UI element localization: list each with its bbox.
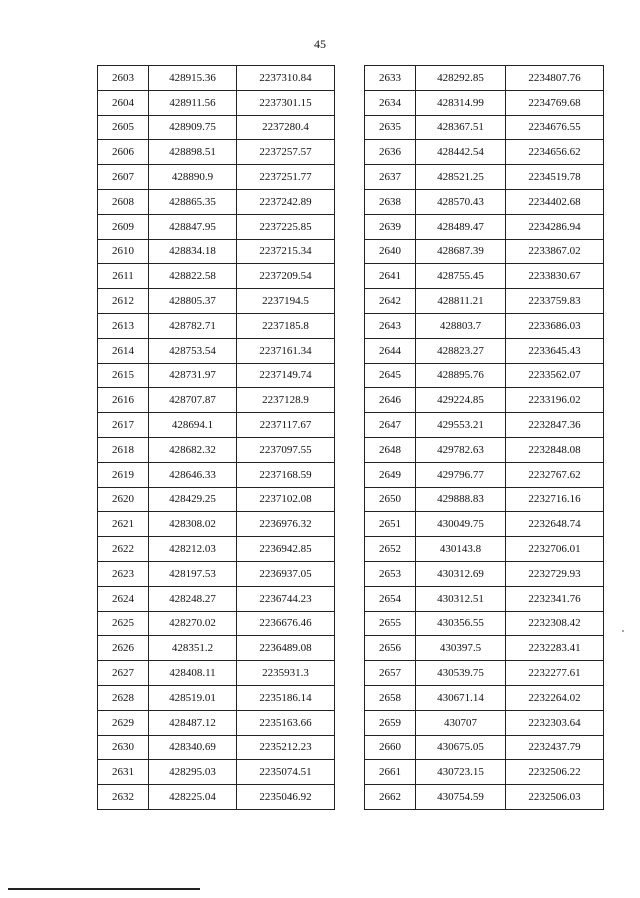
- point-number-cell: 2641: [365, 264, 416, 289]
- x-coordinate-cell: 429224.85: [416, 388, 506, 413]
- table-row: [365, 239, 604, 264]
- y-coordinate-cell: 2232264.02: [506, 685, 604, 710]
- table-row: [98, 661, 335, 686]
- point-number-cell: 2631: [98, 760, 149, 785]
- y-coordinate-cell: 2234769.68: [506, 90, 604, 115]
- point-number-cell: 2614: [98, 338, 149, 363]
- x-coordinate-cell: 428270.02: [149, 611, 237, 636]
- point-number-cell: 2609: [98, 214, 149, 239]
- y-coordinate-cell: 2232648.74: [506, 512, 604, 537]
- y-coordinate-cell: 2233562.07: [506, 363, 604, 388]
- y-coordinate-cell: 2232506.03: [506, 785, 604, 810]
- table-row: [98, 239, 335, 264]
- point-number-cell: 2628: [98, 685, 149, 710]
- x-coordinate-cell: 428212.03: [149, 537, 237, 562]
- x-coordinate-cell: 428340.69: [149, 735, 237, 760]
- point-number-cell: 2630: [98, 735, 149, 760]
- table-row: [365, 264, 604, 289]
- x-coordinate-cell: 428847.95: [149, 214, 237, 239]
- x-coordinate-cell: 430049.75: [416, 512, 506, 537]
- x-coordinate-cell: 428707.87: [149, 388, 237, 413]
- x-coordinate-cell: 428521.25: [416, 165, 506, 190]
- point-number-cell: 2618: [98, 437, 149, 462]
- table-row: [365, 338, 604, 363]
- y-coordinate-cell: 2237102.08: [237, 487, 335, 512]
- x-coordinate-cell: 428890.9: [149, 165, 237, 190]
- y-coordinate-cell: 2237185.8: [237, 313, 335, 338]
- y-coordinate-cell: 2232706.01: [506, 537, 604, 562]
- point-number-cell: 2661: [365, 760, 416, 785]
- y-coordinate-cell: 2232848.08: [506, 437, 604, 462]
- point-number-cell: 2621: [98, 512, 149, 537]
- table-row: [98, 785, 335, 810]
- y-coordinate-cell: 2235163.66: [237, 710, 335, 735]
- point-number-cell: 2626: [98, 636, 149, 661]
- x-coordinate-cell: 428805.37: [149, 289, 237, 314]
- point-number-cell: 2637: [365, 165, 416, 190]
- table-row: [98, 165, 335, 190]
- table-row: [365, 611, 604, 636]
- point-number-cell: 2651: [365, 512, 416, 537]
- y-coordinate-cell: 2237257.57: [237, 140, 335, 165]
- y-coordinate-cell: 2236489.08: [237, 636, 335, 661]
- y-coordinate-cell: 2232506.22: [506, 760, 604, 785]
- x-coordinate-cell: 428570.43: [416, 189, 506, 214]
- y-coordinate-cell: 2237280.4: [237, 115, 335, 140]
- y-coordinate-cell: 2232729.93: [506, 561, 604, 586]
- y-coordinate-cell: 2232283.41: [506, 636, 604, 661]
- y-coordinate-cell: 2236937.05: [237, 561, 335, 586]
- point-number-cell: 2611: [98, 264, 149, 289]
- table-row: [365, 636, 604, 661]
- table-row: [98, 487, 335, 512]
- point-number-cell: 2643: [365, 313, 416, 338]
- y-coordinate-cell: 2237128.9: [237, 388, 335, 413]
- x-coordinate-cell: 428519.01: [149, 685, 237, 710]
- y-coordinate-cell: 2234402.68: [506, 189, 604, 214]
- coordinate-table-left: [97, 65, 335, 810]
- table-row: [365, 140, 604, 165]
- x-coordinate-cell: 430675.05: [416, 735, 506, 760]
- x-coordinate-cell: 430397.5: [416, 636, 506, 661]
- x-coordinate-cell: 429553.21: [416, 413, 506, 438]
- coordinate-table-right: [364, 65, 604, 810]
- y-coordinate-cell: 2232341.76: [506, 586, 604, 611]
- x-coordinate-cell: 428823.27: [416, 338, 506, 363]
- point-number-cell: 2646: [365, 388, 416, 413]
- y-coordinate-cell: 2233867.02: [506, 239, 604, 264]
- y-coordinate-cell: 2233645.43: [506, 338, 604, 363]
- y-coordinate-cell: 2232277.61: [506, 661, 604, 686]
- y-coordinate-cell: 2235186.14: [237, 685, 335, 710]
- y-coordinate-cell: 2235074.51: [237, 760, 335, 785]
- point-number-cell: 2608: [98, 189, 149, 214]
- point-number-cell: 2660: [365, 735, 416, 760]
- table-row: [98, 437, 335, 462]
- y-coordinate-cell: 2233759.83: [506, 289, 604, 314]
- table-row: [365, 760, 604, 785]
- point-number-cell: 2639: [365, 214, 416, 239]
- x-coordinate-cell: 428782.71: [149, 313, 237, 338]
- table-row: [365, 462, 604, 487]
- point-number-cell: 2634: [365, 90, 416, 115]
- point-number-cell: 2654: [365, 586, 416, 611]
- y-coordinate-cell: 2237310.84: [237, 66, 335, 91]
- table-row: [365, 710, 604, 735]
- table-row: [365, 363, 604, 388]
- x-coordinate-cell: 428915.36: [149, 66, 237, 91]
- x-coordinate-cell: 428822.58: [149, 264, 237, 289]
- x-coordinate-cell: 428909.75: [149, 115, 237, 140]
- table-row: [365, 313, 604, 338]
- x-coordinate-cell: 428911.56: [149, 90, 237, 115]
- y-coordinate-cell: 2237161.34: [237, 338, 335, 363]
- table-row: [365, 487, 604, 512]
- x-coordinate-cell: 428248.27: [149, 586, 237, 611]
- table-row: [365, 115, 604, 140]
- y-coordinate-cell: 2237209.54: [237, 264, 335, 289]
- x-coordinate-cell: 430707: [416, 710, 506, 735]
- x-coordinate-cell: 428308.02: [149, 512, 237, 537]
- y-coordinate-cell: 2236976.32: [237, 512, 335, 537]
- x-coordinate-cell: 430754.59: [416, 785, 506, 810]
- point-number-cell: 2658: [365, 685, 416, 710]
- table-row: [98, 189, 335, 214]
- y-coordinate-cell: 2232308.42: [506, 611, 604, 636]
- x-coordinate-cell: 428367.51: [416, 115, 506, 140]
- table-row: [365, 537, 604, 562]
- point-number-cell: 2647: [365, 413, 416, 438]
- y-coordinate-cell: 2233686.03: [506, 313, 604, 338]
- x-coordinate-cell: 428314.99: [416, 90, 506, 115]
- x-coordinate-cell: 428408.11: [149, 661, 237, 686]
- x-coordinate-cell: 428197.53: [149, 561, 237, 586]
- x-coordinate-cell: 428753.54: [149, 338, 237, 363]
- point-number-cell: 2642: [365, 289, 416, 314]
- point-number-cell: 2622: [98, 537, 149, 562]
- point-number-cell: 2649: [365, 462, 416, 487]
- point-number-cell: 2645: [365, 363, 416, 388]
- y-coordinate-cell: 2236942.85: [237, 537, 335, 562]
- point-number-cell: 2605: [98, 115, 149, 140]
- point-number-cell: 2657: [365, 661, 416, 686]
- table-row: [365, 413, 604, 438]
- y-coordinate-cell: 2234656.62: [506, 140, 604, 165]
- table-row: [98, 537, 335, 562]
- footnote-rule: [8, 888, 200, 890]
- table-row: [98, 611, 335, 636]
- table-row: [98, 264, 335, 289]
- table-row: [98, 388, 335, 413]
- y-coordinate-cell: 2237251.77: [237, 165, 335, 190]
- x-coordinate-cell: 430143.8: [416, 537, 506, 562]
- point-number-cell: 2656: [365, 636, 416, 661]
- point-number-cell: 2640: [365, 239, 416, 264]
- x-coordinate-cell: 430723.15: [416, 760, 506, 785]
- point-number-cell: 2659: [365, 710, 416, 735]
- x-coordinate-cell: 428225.04: [149, 785, 237, 810]
- y-coordinate-cell: 2237215.34: [237, 239, 335, 264]
- table-row: [365, 189, 604, 214]
- table-row: [98, 561, 335, 586]
- point-number-cell: 2624: [98, 586, 149, 611]
- point-number-cell: 2632: [98, 785, 149, 810]
- table-row: [98, 115, 335, 140]
- table-row: [98, 685, 335, 710]
- table-row: [365, 214, 604, 239]
- table-row: [365, 90, 604, 115]
- table-row: [98, 90, 335, 115]
- y-coordinate-cell: 2237242.89: [237, 189, 335, 214]
- x-coordinate-cell: 428489.47: [416, 214, 506, 239]
- x-coordinate-cell: 428694.1: [149, 413, 237, 438]
- y-coordinate-cell: 2232767.62: [506, 462, 604, 487]
- point-number-cell: 2633: [365, 66, 416, 91]
- point-number-cell: 2610: [98, 239, 149, 264]
- y-coordinate-cell: 2237117.67: [237, 413, 335, 438]
- point-number-cell: 2623: [98, 561, 149, 586]
- x-coordinate-cell: 428834.18: [149, 239, 237, 264]
- point-number-cell: 2617: [98, 413, 149, 438]
- x-coordinate-cell: 428442.54: [416, 140, 506, 165]
- x-coordinate-cell: 428429.25: [149, 487, 237, 512]
- x-coordinate-cell: 428292.85: [416, 66, 506, 91]
- page-number: 45: [314, 37, 326, 51]
- scan-speck: [622, 630, 624, 632]
- point-number-cell: 2648: [365, 437, 416, 462]
- point-number-cell: 2603: [98, 66, 149, 91]
- x-coordinate-cell: 428646.33: [149, 462, 237, 487]
- x-coordinate-cell: 428755.45: [416, 264, 506, 289]
- x-coordinate-cell: 428295.03: [149, 760, 237, 785]
- point-number-cell: 2607: [98, 165, 149, 190]
- x-coordinate-cell: 428803.7: [416, 313, 506, 338]
- table-row: [365, 289, 604, 314]
- point-number-cell: 2655: [365, 611, 416, 636]
- table-row: [365, 512, 604, 537]
- point-number-cell: 2619: [98, 462, 149, 487]
- y-coordinate-cell: 2234286.94: [506, 214, 604, 239]
- point-number-cell: 2606: [98, 140, 149, 165]
- table-row: [98, 66, 335, 91]
- table-row: [98, 586, 335, 611]
- table-row: [98, 338, 335, 363]
- y-coordinate-cell: 2237301.15: [237, 90, 335, 115]
- point-number-cell: 2629: [98, 710, 149, 735]
- y-coordinate-cell: 2237168.59: [237, 462, 335, 487]
- y-coordinate-cell: 2237194.5: [237, 289, 335, 314]
- y-coordinate-cell: 2232437.79: [506, 735, 604, 760]
- point-number-cell: 2650: [365, 487, 416, 512]
- y-coordinate-cell: 2233830.67: [506, 264, 604, 289]
- x-coordinate-cell: 430539.75: [416, 661, 506, 686]
- y-coordinate-cell: 2235046.92: [237, 785, 335, 810]
- x-coordinate-cell: 430312.51: [416, 586, 506, 611]
- y-coordinate-cell: 2236676.46: [237, 611, 335, 636]
- table-row: [365, 735, 604, 760]
- point-number-cell: 2612: [98, 289, 149, 314]
- y-coordinate-cell: 2234519.78: [506, 165, 604, 190]
- point-number-cell: 2625: [98, 611, 149, 636]
- x-coordinate-cell: 428487.12: [149, 710, 237, 735]
- x-coordinate-cell: 428811.21: [416, 289, 506, 314]
- x-coordinate-cell: 428865.35: [149, 189, 237, 214]
- x-coordinate-cell: 430671.14: [416, 685, 506, 710]
- y-coordinate-cell: 2233196.02: [506, 388, 604, 413]
- x-coordinate-cell: 428731.97: [149, 363, 237, 388]
- point-number-cell: 2644: [365, 338, 416, 363]
- y-coordinate-cell: 2236744.23: [237, 586, 335, 611]
- x-coordinate-cell: 428682.32: [149, 437, 237, 462]
- y-coordinate-cell: 2232716.16: [506, 487, 604, 512]
- y-coordinate-cell: 2237097.55: [237, 437, 335, 462]
- point-number-cell: 2635: [365, 115, 416, 140]
- point-number-cell: 2636: [365, 140, 416, 165]
- y-coordinate-cell: 2232303.64: [506, 710, 604, 735]
- x-coordinate-cell: 430356.55: [416, 611, 506, 636]
- x-coordinate-cell: 429796.77: [416, 462, 506, 487]
- y-coordinate-cell: 2237225.85: [237, 214, 335, 239]
- x-coordinate-cell: 428898.51: [149, 140, 237, 165]
- y-coordinate-cell: 2235212.23: [237, 735, 335, 760]
- point-number-cell: 2638: [365, 189, 416, 214]
- table-row: [98, 760, 335, 785]
- x-coordinate-cell: 428687.39: [416, 239, 506, 264]
- table-row: [98, 710, 335, 735]
- point-number-cell: 2662: [365, 785, 416, 810]
- table-row: [98, 413, 335, 438]
- table-row: [365, 785, 604, 810]
- point-number-cell: 2613: [98, 313, 149, 338]
- point-number-cell: 2616: [98, 388, 149, 413]
- point-number-cell: 2604: [98, 90, 149, 115]
- x-coordinate-cell: 428895.76: [416, 363, 506, 388]
- x-coordinate-cell: 429888.83: [416, 487, 506, 512]
- table-row: [98, 636, 335, 661]
- table-row: [98, 140, 335, 165]
- table-row: [98, 313, 335, 338]
- table-row: [365, 561, 604, 586]
- point-number-cell: 2615: [98, 363, 149, 388]
- table-row: [365, 165, 604, 190]
- table-row: [98, 512, 335, 537]
- table-row: [98, 363, 335, 388]
- y-coordinate-cell: 2234807.76: [506, 66, 604, 91]
- table-row: [365, 685, 604, 710]
- point-number-cell: 2620: [98, 487, 149, 512]
- table-row: [365, 661, 604, 686]
- y-coordinate-cell: 2237149.74: [237, 363, 335, 388]
- x-coordinate-cell: 429782.63: [416, 437, 506, 462]
- table-row: [98, 289, 335, 314]
- point-number-cell: 2627: [98, 661, 149, 686]
- table-row: [98, 462, 335, 487]
- table-row: [365, 586, 604, 611]
- x-coordinate-cell: 430312.69: [416, 561, 506, 586]
- y-coordinate-cell: 2232847.36: [506, 413, 604, 438]
- table-row: [365, 66, 604, 91]
- table-row: [98, 735, 335, 760]
- table-row: [365, 437, 604, 462]
- point-number-cell: 2653: [365, 561, 416, 586]
- y-coordinate-cell: 2234676.55: [506, 115, 604, 140]
- x-coordinate-cell: 428351.2: [149, 636, 237, 661]
- table-row: [98, 214, 335, 239]
- point-number-cell: 2652: [365, 537, 416, 562]
- y-coordinate-cell: 2235931.3: [237, 661, 335, 686]
- table-row: [365, 388, 604, 413]
